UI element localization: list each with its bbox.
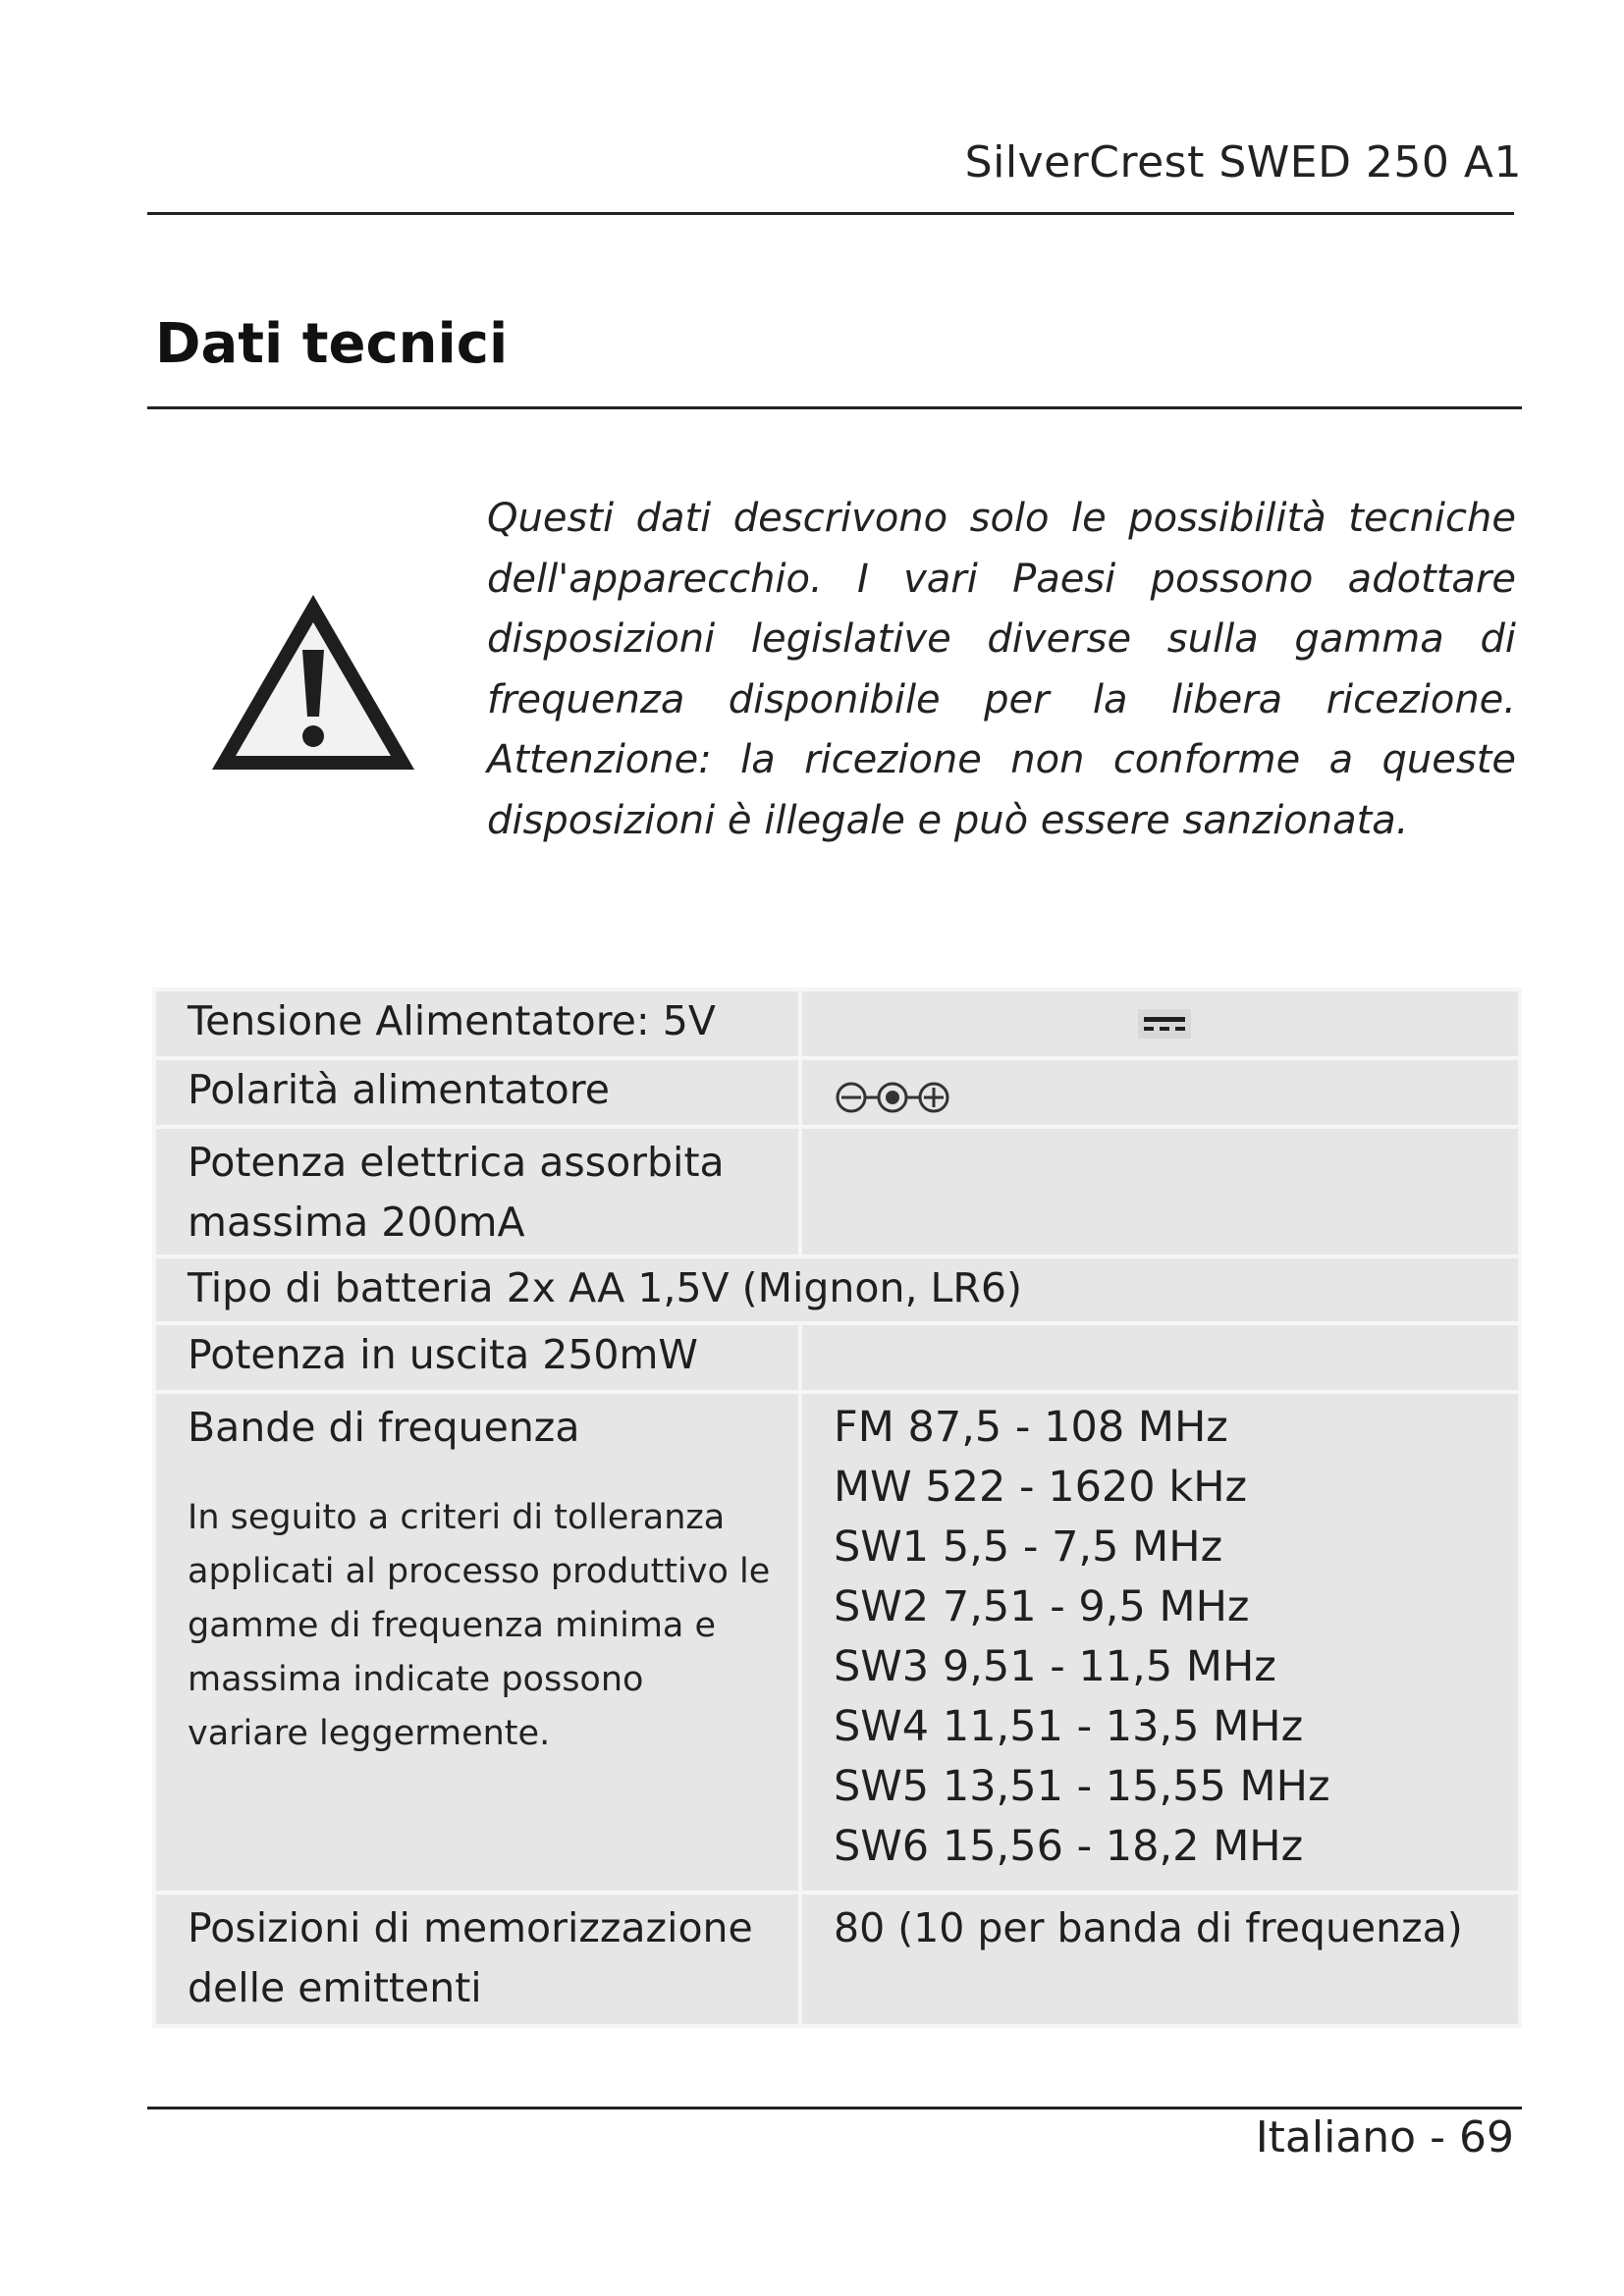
band-sw4: SW4 11,51 - 13,5 MHz xyxy=(834,1702,1304,1751)
memory-label-line1: Posizioni di memorizzazione xyxy=(188,1904,753,1951)
band-sw5: SW5 13,51 - 15,55 MHz xyxy=(834,1762,1330,1811)
polarity-label: Polarità alimentatore xyxy=(154,1058,800,1127)
output-value-cell xyxy=(800,1323,1520,1392)
table-row xyxy=(154,1392,1520,1893)
notice-text: Questi dati descrivono solo le possibilità tecniche dell'apparecchio. I vari Paesi possono adottare disposizioni legislative diverse sulla gamma di frequenza disponibile per la libera ricezione. Attenzione: la ricezione non conforme a queste disposizioni è illegale e può essere sanzionata. xyxy=(487,496,1516,843)
table-row xyxy=(154,1893,1520,2026)
bands-label-cell xyxy=(154,1392,800,1893)
power-label-cell xyxy=(154,1127,800,1256)
power-value-cell xyxy=(800,1127,1520,1256)
page-number: 69 xyxy=(1459,2112,1514,2163)
bands-label: Bande di frequenza xyxy=(188,1404,580,1451)
power-label-line2: massima 200mA xyxy=(188,1199,525,1246)
battery-label-cell xyxy=(154,1256,1520,1323)
dc-current-icon xyxy=(1138,1009,1191,1039)
title-rule xyxy=(147,406,1522,409)
footer xyxy=(1256,2112,1514,2163)
footer-separator: - xyxy=(1430,2112,1445,2163)
voltage-value-cell xyxy=(800,989,1520,1058)
band-fm: FM 87,5 - 108 MHz xyxy=(834,1403,1228,1452)
band-mw: MW 522 - 1620 kHz xyxy=(834,1463,1248,1512)
band-sw2: SW2 7,51 - 9,5 MHz xyxy=(834,1582,1250,1631)
header-product: SilverCrest SWED 250 A1 xyxy=(964,137,1522,187)
spec-table xyxy=(152,988,1522,2028)
band-sw3: SW3 9,51 - 11,5 MHz xyxy=(834,1642,1276,1691)
polarity-value-cell xyxy=(800,1058,1520,1127)
footer-language: Italiano xyxy=(1255,2112,1417,2163)
warning-icon xyxy=(208,589,419,775)
table-row xyxy=(154,1256,1520,1323)
table-row xyxy=(154,1127,1520,1256)
table-row xyxy=(154,989,1520,1058)
band-sw1: SW1 5,5 - 7,5 MHz xyxy=(834,1522,1223,1572)
bands-values-cell xyxy=(800,1392,1520,1893)
memory-label-line2: delle emittenti xyxy=(188,1964,482,2011)
bands-note: In seguito a criteri di tolleranza applicati al processo produttivo le gamme di frequenza minima e massima indicate possono variare leggermente. xyxy=(188,1498,771,1753)
header-rule xyxy=(147,212,1514,215)
memory-value: 80 (10 per banda di frequenza) xyxy=(800,1893,1520,2026)
footer-rule xyxy=(147,2107,1522,2109)
table-row xyxy=(154,1323,1520,1392)
battery-label: Tipo di batteria 2x AA 1,5V (Mignon, LR6) xyxy=(188,1264,1022,1311)
section-title: Dati tecnici xyxy=(155,312,509,376)
output-label: Potenza in uscita 250mW xyxy=(154,1323,800,1392)
band-sw6: SW6 15,56 - 18,2 MHz xyxy=(834,1822,1304,1871)
memory-label-cell xyxy=(154,1893,800,2026)
table-row xyxy=(154,1058,1520,1127)
voltage-label: Tensione Alimentatore: 5V xyxy=(154,989,800,1058)
polarity-icon xyxy=(834,1080,961,1115)
power-label-line1: Potenza elettrica assorbita xyxy=(188,1139,725,1186)
